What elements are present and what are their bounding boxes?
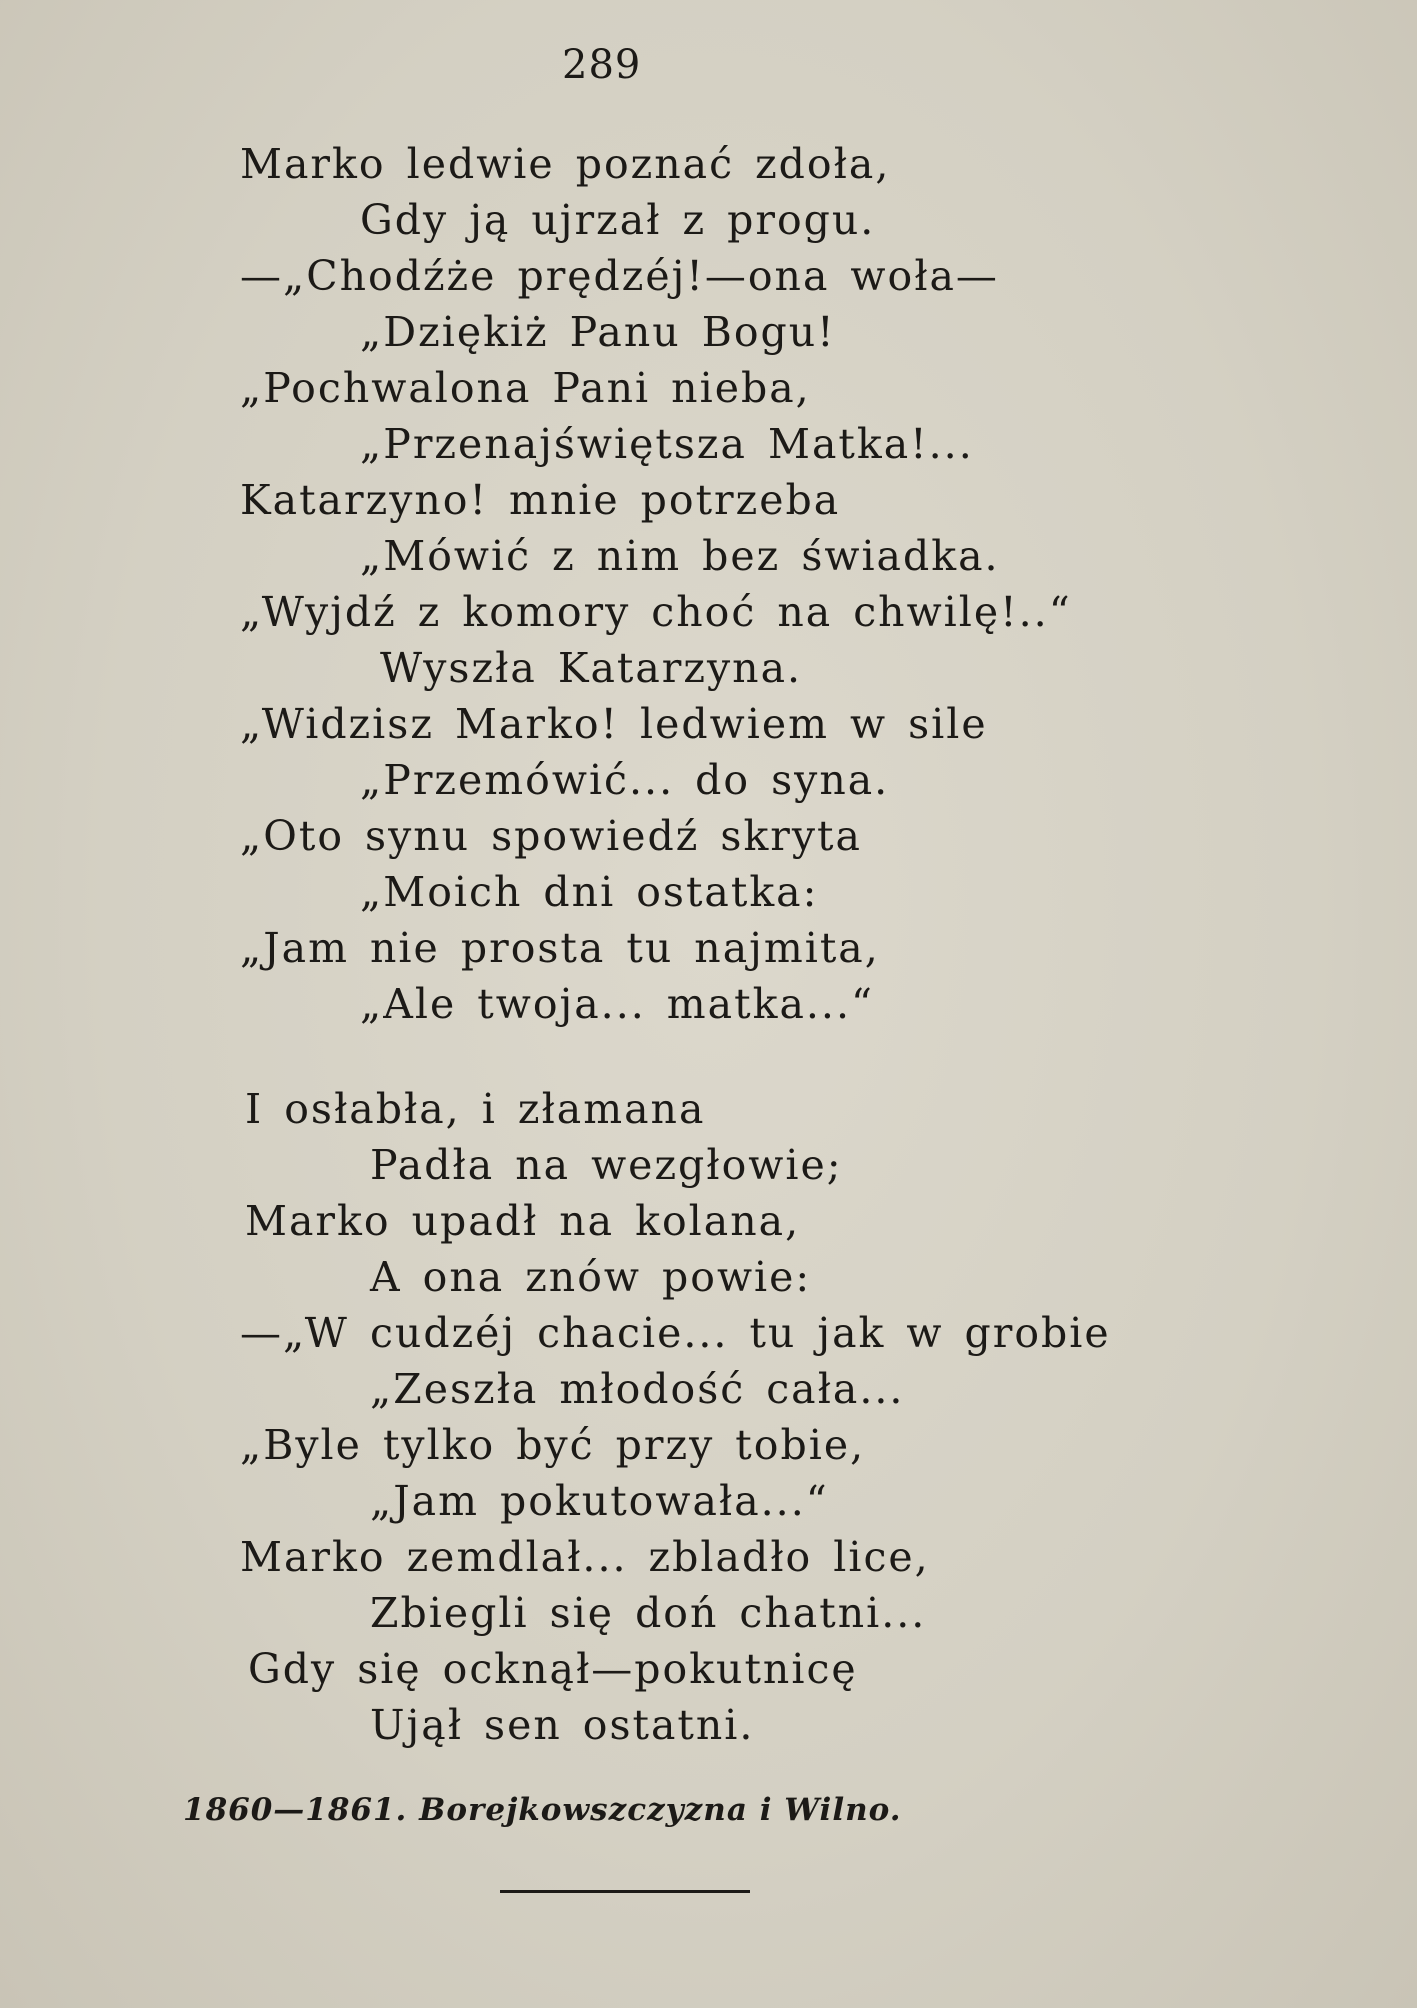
poem-line: „Oto synu spowiedź skryta bbox=[240, 812, 862, 860]
poem-line: Marko zemdlał... zbladło lice, bbox=[240, 1533, 930, 1581]
poem-line: „Przemówić... do syna. bbox=[360, 756, 890, 804]
poem-line: „Mówić z nim bez świadka. bbox=[360, 532, 1000, 580]
poem-line: „Dziękiż Panu Bogu! bbox=[360, 308, 836, 356]
end-rule-divider bbox=[500, 1890, 750, 1893]
poem-line: „Jam nie prosta tu najmita, bbox=[240, 924, 880, 972]
poem-line: „Pochwalona Pani nieba, bbox=[240, 364, 811, 412]
poem-line: Marko upadł na kolana, bbox=[245, 1197, 801, 1245]
poem-line: „Wyjdź z komory choć na chwilę!..“ bbox=[240, 588, 1072, 636]
poem-line: A ona znów powie: bbox=[370, 1253, 812, 1301]
poem-line: Ujął sen ostatni. bbox=[370, 1701, 755, 1749]
poem-line: „Moich dni ostatka: bbox=[360, 868, 819, 916]
poem-line: Zbiegli się doń chatni... bbox=[370, 1589, 927, 1637]
poem-line: „Przenajświętsza Matka!... bbox=[360, 420, 974, 468]
poem-line: —„W cudzéj chacie... tu jak w grobie bbox=[240, 1309, 1111, 1357]
poem-line: Gdy się ocknął—pokutnicę bbox=[248, 1645, 858, 1693]
poem-line: „Ale twoja... matka...“ bbox=[360, 980, 874, 1028]
poem-line: „Zeszła młodość cała... bbox=[370, 1365, 905, 1413]
poem-line: Marko ledwie poznać zdoła, bbox=[240, 140, 891, 188]
poem-line: Wyszła Katarzyna. bbox=[380, 644, 803, 692]
date-place-signature: 1860—1861. Borejkowszczyzna i Wilno. bbox=[183, 1792, 902, 1828]
poem-line: „Jam pokutowała...“ bbox=[370, 1477, 829, 1525]
poem-line: Padła na wezgłowie; bbox=[370, 1141, 843, 1189]
poem-line: „Byle tylko być przy tobie, bbox=[240, 1421, 866, 1469]
page-number: 289 bbox=[562, 42, 642, 88]
poem-line: „Widzisz Marko! ledwiem w sile bbox=[240, 700, 988, 748]
poem-line: Katarzyno! mnie potrzeba bbox=[240, 476, 841, 524]
poem-line: Gdy ją ujrzał z progu. bbox=[360, 196, 876, 244]
poem-line: —„Chodźże prędzéj!—ona woła— bbox=[240, 252, 999, 300]
poem-line: I osłabła, i złamana bbox=[245, 1085, 706, 1133]
